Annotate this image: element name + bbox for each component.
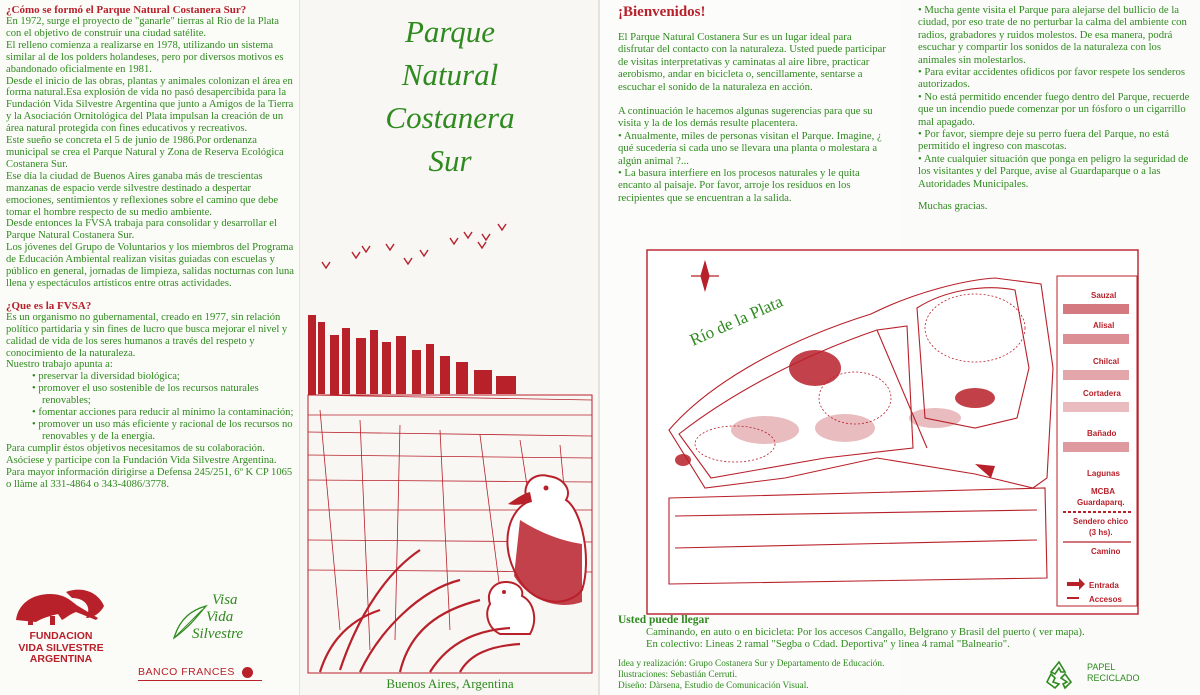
welcome-intro: El Parque Natural Costanera Sur es un lugar ideal para disfrutar del contacto con la naturaleza. Usted puede participar de visitas interpretativas y caminatas al aire libre, practicar aerobismo, andar en bicicleta o, sencillamente, sentarse a escuchar el sonido de la naturaleza en acción.: [618, 31, 886, 93]
vvs-word: Silvestre: [192, 626, 244, 642]
access-heading: Usted puede llegar: [618, 614, 710, 626]
rule-item: • Por favor, siempre deje su perro fuera del Parque, no está permitido el ingreso con mascotas.: [918, 128, 1170, 153]
recycled-paper-badge: [1043, 660, 1173, 692]
title-line: Sur: [428, 143, 472, 178]
credit-line: Diseño: Dàrsena, Estudio de Comunicación Visual.: [618, 681, 809, 691]
legend-label: Guardaparq.: [1077, 498, 1125, 507]
history-paragraph: El relleno comienza a realizarse en 1978, utilizando un sistema similar al de los polders holandeses, pero por diversos motivos es abandonado oficialmente en 1981.: [6, 39, 284, 75]
rule-text: No está permitido encender fuego dentro del Parque, recuerde que un incendio puede comenzar por un fósforo o un cigarrillo mal apagado.: [918, 90, 1190, 128]
legend-label: Cortadera: [1083, 389, 1121, 398]
fvsa-intro: Es un organismo no gubernamental, creado en 1977, sin relación político partidaria y sin fines de lucro que busca mejorar el nivel y calidad de vida de los seres humanos a través del respeto y conocimiento de la naturaleza.: [6, 311, 288, 359]
legend-label: Sauzal: [1091, 291, 1117, 300]
rule-text: Para evitar accidentes ofidicos por favor respete los senderos autorizados.: [918, 66, 1185, 91]
title-line: Parque: [404, 14, 496, 49]
suggestion-text: La basura interfiere en los procesos naturales y le quita encanto al paisaje. Por favor, arroje los residuos en los recipientes que se encuentran a la salida.: [618, 167, 860, 204]
sponsor-badge-icon: [242, 667, 253, 678]
anteater-icon: [6, 584, 116, 626]
rule-text: Por favor, siempre deje su perro fuera del Parque, no está permitido el ingreso con mascotas.: [918, 128, 1170, 153]
title-line: Costanera: [385, 100, 515, 135]
suggestion-item: • La basura interfiere en los procesos naturales y le quita encanto al paisaje. Por favor, arroje los residuos en los recipientes que se encuentran a la salida.: [618, 167, 860, 204]
history-paragraph: Desde el inicio de las obras, plantas y animales colonizan el área en forma natural.Esa explosión de vida no pasó desapercibida para la Fundación Vida Silvestre Argentina que junto a Amigos de la Tierra y la Asociación Ornitológica del Plata impulsan la creación de un área natural protegida con fines educativos y recreativos.: [6, 75, 294, 135]
legend-label: MCBA: [1091, 487, 1115, 496]
legend-label: Sendero chico: [1073, 517, 1129, 526]
legend-label: Entrada: [1089, 581, 1119, 590]
legend-swatch: [1063, 304, 1129, 314]
credit-line: Ilustraciones: Sebastián Cerruti.: [618, 670, 738, 680]
fvsa-logo-line: FUNDACION: [29, 630, 93, 642]
rule-text: Mucha gente visita el Parque para alejarse del bullicio de la ciudad, por eso trate de no perturbar la calma del ambiente con radios, grabadores y ruidos molestos. De esa manera, podrá escuchar y compartir los sonidos de la naturaleza con los animales sin molestarlos.: [918, 4, 1187, 66]
recycle-icon: [1043, 660, 1075, 690]
legend-label: Bañado: [1087, 429, 1117, 438]
vvs-word: Visa: [212, 592, 238, 608]
thanks-text: Muchas gracias.: [918, 200, 988, 213]
fvsa-logo-line: VIDA SILVESTRE: [18, 641, 104, 654]
work-intro: Nuestro trabajo apunta a:: [6, 359, 113, 371]
fvsa-heading: ¿Que es la FVSA?: [6, 299, 92, 312]
history-paragraph: Este sueño se concreta el 5 de junio de 1986.Por ordenanza municipal se crea el Parque Natural y Zona de Reserva Ecológica Costanera Sur.: [6, 135, 284, 170]
history-paragraph: Ese día la ciudad de Buenos Aires ganaba más de trescientas manzanas de espacio verde silvestre destinado a despertar emociones, sentimientos y reflexiones sobre el camino que debe tomar el hombre respecto de su medio ambiente.: [6, 170, 279, 218]
suggestions-intro: A continuación le hacemos algunas sugerencias para que su visita y la de los demás resulte placentera.: [618, 105, 873, 130]
recycled-word: PAPEL: [1087, 662, 1116, 672]
goal-item: • promover el uso sostenible de los recursos naturales renovables;: [6, 383, 294, 407]
history-paragraph: En 1972, surge el proyecto de "ganarle" tierras al Río de la Plata con el objetivo de construir una ciudad satélite.: [6, 16, 279, 39]
legend-label: Lagunas: [1087, 469, 1120, 478]
credits: [618, 659, 1058, 692]
history-paragraph: Los jóvenes del Grupo de Voluntarios y los miembros del Programa de Educación Ambiental realizan visitas guiadas con escuelas y público en general, jornadas de limpieza, salidas nocturnas con luna llena y espectáculos artísticos entre otras actividades.: [6, 242, 294, 289]
legend-swatch: [1063, 442, 1129, 452]
cover-title: [300, 10, 600, 182]
map-legend: [1057, 276, 1137, 606]
sponsor-underline: [138, 680, 262, 681]
panel-cover: [300, 0, 600, 695]
legend-label: Camino: [1091, 547, 1121, 556]
legend-swatch: [1063, 370, 1129, 380]
suggestion-item: • Anualmente, miles de personas visitan el Parque. Imagine, ¿ qué sucedería si cada uno se llevara una planta o molestara a algún animal ?...: [618, 129, 882, 167]
suggestion-text: Anualmente, miles de personas visitan el Parque. Imagine, ¿ qué sucedería si cada uno se llevara una planta o molestara a algún animal ?...: [618, 129, 882, 167]
fvsa-logo-line: ARGENTINA: [29, 653, 93, 665]
history-paragraph: Desde entonces la FVSA trabaja para consolidar y desarrollar el Parque Natural Costanera Sur.: [6, 218, 277, 242]
fvsa-logo: [6, 584, 116, 666]
access-line: En colectivo: Lineas 2 ramal "Segba o Cdad. Deportiva" y linea 4 ramal "Balneario".: [646, 638, 1010, 650]
leaf-icon: [166, 588, 266, 648]
rule-text: Ante cualquier situación que ponga en peligro la seguridad de los visitantes y del Parque, avise al Guardaparque o a las Autoridades Municipales.: [918, 152, 1189, 190]
panel-history: [0, 0, 300, 695]
goal-item: • preservar la diversidad biológica;: [6, 371, 294, 383]
access-info: [618, 614, 1178, 650]
welcome-heading: ¡Bienvenidos!: [618, 4, 706, 20]
goal-item: • promover un uso más eficiente y racional de los recursos no renovables y de la energía.: [6, 419, 294, 443]
legend-label: Accesos: [1089, 595, 1122, 604]
recycled-label: [1087, 662, 1140, 684]
legend-swatch: [1063, 402, 1129, 412]
recycled-word: RECICLADO: [1087, 673, 1140, 683]
history-heading: ¿Cómo se formó el Parque Natural Costanera Sur?: [6, 4, 247, 16]
sponsor-logo: [138, 666, 262, 681]
birds-icon: [322, 224, 506, 268]
contact-paragraph: Para mayor información dirigirse a Defensa 245/251, 6º K CP 1065 o llàme al 331-4864 o 343-4086/3778.: [6, 466, 293, 490]
title-line: Natural: [401, 57, 499, 92]
rule-item: • Mucha gente visita el Parque para alejarse del bullicio de la ciudad, por eso trate de no perturbar la calma del ambiente con radios, grabadores y ruidos molestos. De esa manera, podrá escuchar y compartir los sonidos de la naturaleza con los animales sin molestarlos.: [918, 4, 1187, 66]
goal-item: • fomentar acciones para reducir al mínimo la contaminación;: [6, 407, 294, 419]
river-label: Río de la Plata: [686, 291, 786, 350]
park-map: [645, 248, 1140, 616]
city-skyline-icon: [308, 315, 516, 395]
rule-item: • Ante cualquier situación que ponga en peligro la seguridad de los visitantes y del Parque, avise al Guardaparque o a las Autoridades Municipales.: [918, 152, 1189, 190]
cover-illustration: [300, 210, 600, 680]
visa-vida-silvestre-logo: [166, 588, 266, 648]
legend-swatch: [1063, 334, 1129, 344]
vvs-word: Vida: [206, 609, 234, 625]
rule-item: • No está permitido encender fuego dentro del Parque, recuerde que un incendio puede comenzar por un fósforo o un cigarrillo mal apagado.: [918, 90, 1190, 128]
legend-label: Chilcal: [1093, 357, 1120, 366]
sponsor-name: BANCO FRANCES: [138, 666, 235, 678]
cover-location: Buenos Aires, Argentina: [386, 676, 514, 691]
closing-paragraph: Para cumplir éstos objetivos necesitamos de su colaboración. Asóciese y participe con la Fundación Vida Silvestre Argentina.: [6, 442, 277, 466]
access-line: Caminando, en auto o en bicicleta: Por los accesos Cangallo, Belgrano y Brasil del puerto ( ver mapa).: [646, 626, 1085, 638]
rule-item: • Para evitar accidentes ofidicos por favor respete los senderos autorizados.: [918, 66, 1185, 91]
legend-label: Alisal: [1093, 321, 1115, 330]
legend-label: (3 hs).: [1089, 528, 1113, 537]
credit-line: Idea y realización: Grupo Costanera Sur y Departamento de Educación.: [618, 659, 885, 669]
